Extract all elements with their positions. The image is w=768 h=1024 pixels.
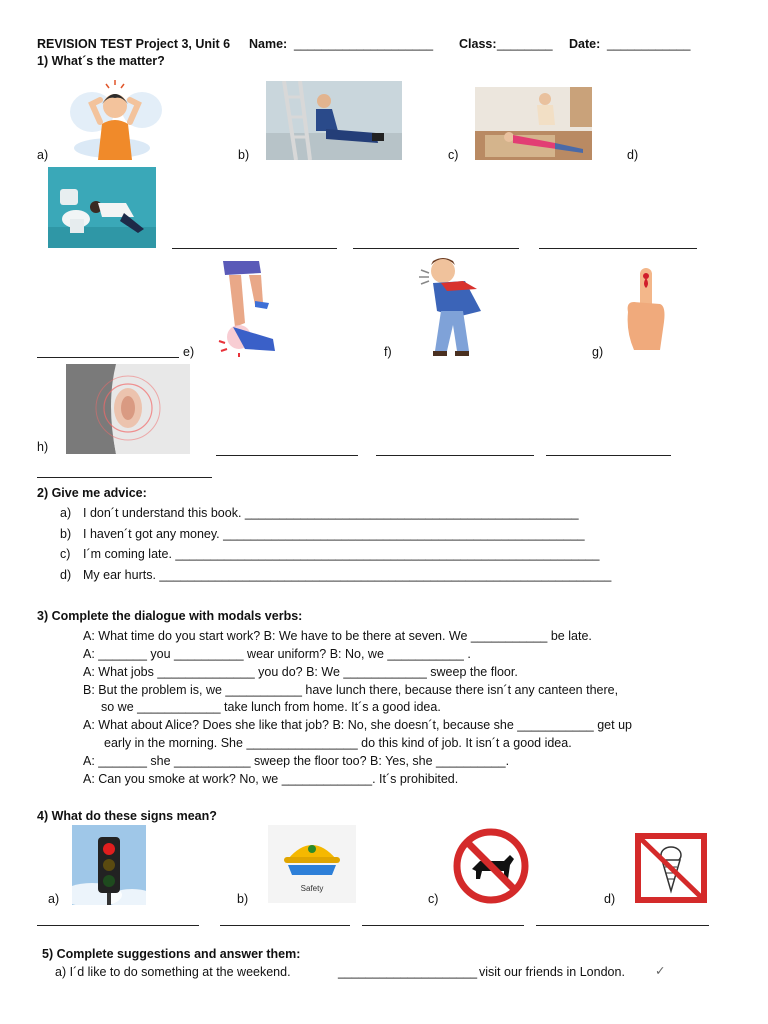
advice-b-label: b): [60, 527, 72, 541]
dialogue-line: A: _______ you __________ wear uniform? B: No, we ___________ .: [83, 647, 471, 661]
advice-c-label: c): [60, 547, 71, 561]
answer-line[interactable]: [172, 248, 337, 249]
dialogue-line: A: _______ she ___________ sweep the floor too? B: Yes, she __________.: [83, 754, 510, 768]
sign-d-label: d): [604, 892, 616, 906]
advice-c-text: I´m coming late. _____________________________________________________________: [83, 547, 600, 561]
item-g-label: g): [592, 345, 604, 359]
cut-finger-image: [620, 262, 670, 356]
safety-helmet-sign-image: [268, 825, 356, 903]
test-title: REVISION TEST Project 3, Unit 6: [37, 37, 231, 51]
item-h-label: h): [37, 440, 49, 454]
suggestion-a-rest: visit our friends in London.: [479, 965, 625, 979]
no-ice-cream-sign-image: [635, 833, 707, 903]
twisted-ankle-image: [215, 257, 289, 357]
class-label: Class:: [459, 37, 497, 51]
suggestion-a-blank[interactable]: ____________________: [338, 965, 478, 979]
sign-c-label: c): [428, 892, 439, 906]
safety-caption: Safety: [300, 884, 324, 893]
dialogue-line: A: What about Alice? Does she like that job? B: No, she doesn´t, because she ___________ get up: [83, 718, 632, 732]
answer-line[interactable]: [37, 357, 179, 358]
answer-line[interactable]: [353, 248, 519, 249]
dialogue-line: early in the morning. She ________________ do this kind of job. It isn´t a good idea.: [104, 736, 572, 750]
advice-d-label: d): [60, 568, 72, 582]
answer-line[interactable]: [37, 477, 212, 478]
item-f-label: f): [384, 345, 392, 359]
advice-d-text: My ear hurts. _________________________________________________________________: [83, 568, 612, 582]
man-fallen-from-ladder-image: [266, 81, 402, 160]
advice-a-label: a): [60, 506, 72, 520]
dialogue-line: B: But the problem is, we ___________ have lunch there, because there isn´t any canteen there,: [83, 683, 619, 697]
answer-line[interactable]: [539, 248, 697, 249]
dialogue-line: A: What time do you start work? B: We have to be there at seven. We ___________ be late.: [83, 629, 592, 643]
answer-line[interactable]: [376, 455, 534, 456]
check-mark-icon: ✓: [655, 964, 666, 978]
answer-line[interactable]: [37, 925, 199, 926]
no-dogs-sign-image: [450, 827, 532, 905]
sign-a-label: a): [48, 892, 60, 906]
answer-line[interactable]: [536, 925, 709, 926]
answer-line[interactable]: [216, 455, 358, 456]
headache-woman-image: [62, 72, 168, 160]
suggestion-a-text: a) I´d like to do something at the weekend.: [55, 965, 291, 979]
item-c-label: c): [448, 148, 459, 162]
advice-b-text: I haven´t got any money. ____________________________________________________: [83, 527, 585, 541]
section4-heading: 4) What do these signs mean?: [37, 809, 217, 823]
woman-fainted-image: [475, 87, 592, 160]
item-a-label: a): [37, 148, 49, 162]
section5-heading: 5) Complete suggestions and answer them:: [42, 947, 301, 961]
dialogue-line: A: Can you smoke at work? No, we _____________. It´s prohibited.: [83, 772, 459, 786]
person-vomiting-toilet-image: [48, 167, 156, 248]
dialogue-line: A: What jobs ______________ you do? B: We ____________ sweep the floor.: [83, 665, 518, 679]
answer-line[interactable]: [220, 925, 350, 926]
item-d-label: d): [627, 148, 639, 162]
advice-a-text: I don´t understand this book. ________________________________________________: [83, 506, 579, 520]
answer-line[interactable]: [546, 455, 671, 456]
class-field[interactable]: ________: [497, 37, 553, 51]
earache-image: [66, 364, 190, 454]
sign-b-label: b): [237, 892, 249, 906]
answer-line[interactable]: [362, 925, 524, 926]
section3-heading: 3) Complete the dialogue with modals verbs:: [37, 609, 303, 623]
section2-heading: 2) Give me advice:: [37, 486, 147, 500]
name-field[interactable]: ____________________: [294, 37, 434, 51]
section1-heading: 1) What´s the matter?: [37, 54, 165, 68]
date-label: Date:: [569, 37, 601, 51]
dialogue-line: so we ____________ take lunch from home. It´s a good idea.: [101, 700, 441, 714]
item-e-label: e): [183, 345, 195, 359]
item-b-label: b): [238, 148, 250, 162]
traffic-light-sign-image: [72, 825, 146, 905]
name-label: Name:: [249, 37, 288, 51]
date-field[interactable]: ____________: [607, 37, 691, 51]
man-coughing-image: [407, 255, 505, 358]
